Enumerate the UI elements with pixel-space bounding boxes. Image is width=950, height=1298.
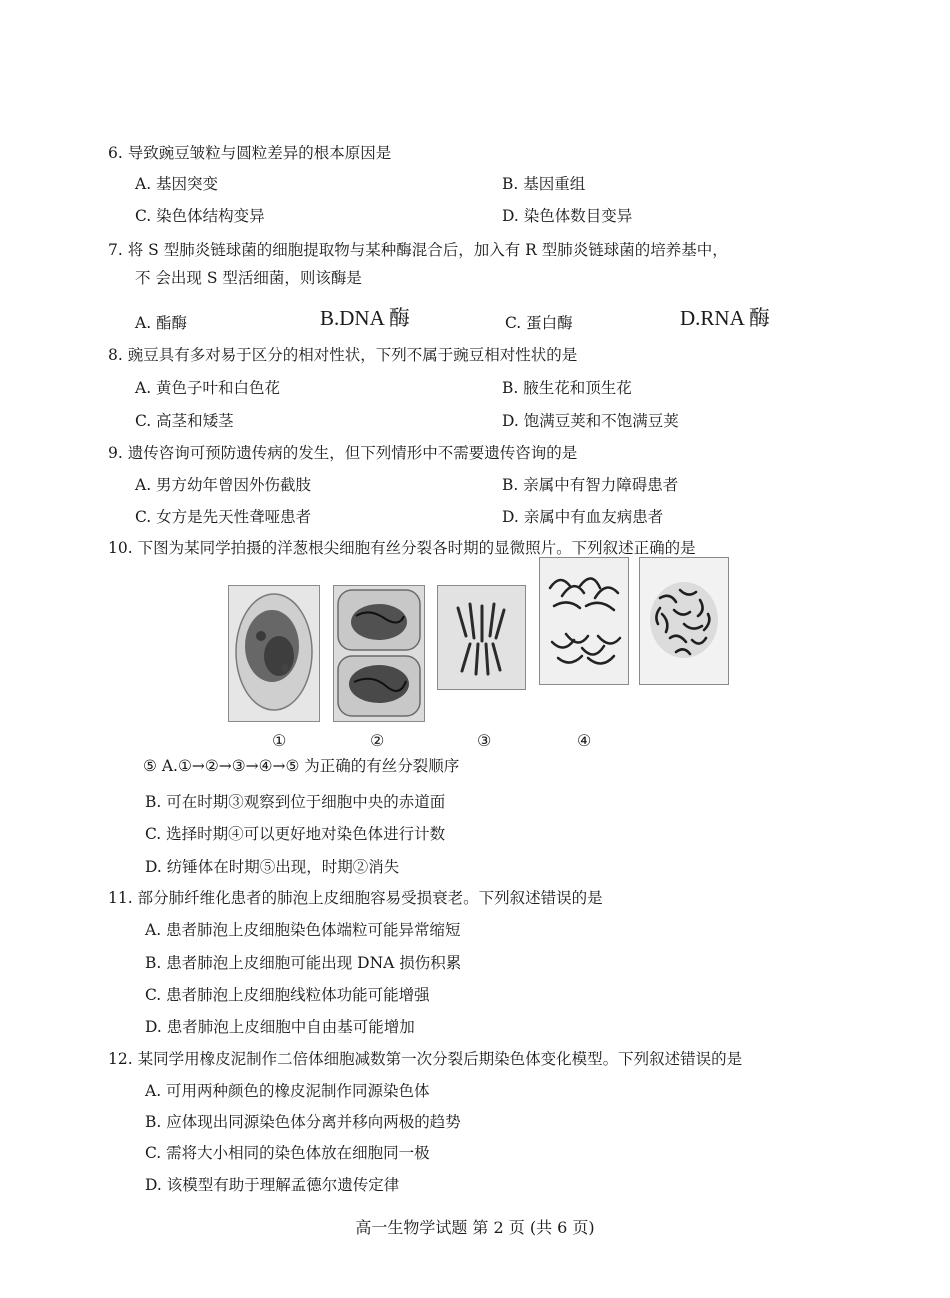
q11-option-c: C. 患者肺泡上皮细胞线粒体功能可能增强 — [145, 986, 430, 1004]
q12-option-d: D. 该模型有助于理解孟德尔遗传定律 — [145, 1176, 400, 1194]
q6-option-c: C. 染色体结构变异 — [135, 207, 265, 225]
q7-stem-line1: 7. 将 S 型肺炎链球菌的细胞提取物与某种酶混合后，加入有 R 型肺炎链球菌的培养基中， — [108, 241, 728, 259]
micrograph-anaphase — [539, 557, 629, 685]
q7-option-b: B.DNA 酶 — [320, 306, 410, 330]
figure-label-1: ① — [272, 731, 287, 750]
q6-option-a: A. 基因突变 — [135, 175, 219, 193]
q8-option-b: B. 腋生花和顶生花 — [502, 379, 632, 397]
q8-stem: 8. 豌豆具有多对易于区分的相对性状，下列不属于豌豆相对性状的是 — [108, 346, 578, 364]
q10-option-b: B. 可在时期③观察到位于细胞中央的赤道面 — [145, 793, 446, 811]
q9-stem: 9. 遗传咨询可预防遗传病的发生，但下列情形中不需要遗传咨询的是 — [108, 444, 578, 462]
q12-option-b: B. 应体现出同源染色体分离并移向两极的趋势 — [145, 1113, 461, 1131]
q9-option-a: A. 男方幼年曾因外伤截肢 — [135, 476, 312, 494]
figure-label-2: ② — [370, 731, 385, 750]
q6-stem: 6. 导致豌豆皱粒与圆粒差异的根本原因是 — [108, 144, 392, 162]
micrograph-telophase — [333, 585, 425, 722]
q11-option-a: A. 患者肺泡上皮细胞染色体端粒可能异常缩短 — [145, 921, 461, 939]
q8-option-d: D. 饱满豆荚和不饱满豆荚 — [502, 412, 679, 430]
q9-option-d: D. 亲属中有血友病患者 — [502, 508, 664, 526]
q9-option-b: B. 亲属中有智力障碍患者 — [502, 476, 679, 494]
q7-option-d: D.RNA 酶 — [680, 306, 770, 330]
q8-option-c: C. 高茎和矮茎 — [135, 412, 234, 430]
q7-stem-line2: 不 会出现 S 型活细菌，则该酶是 — [135, 269, 362, 287]
q12-stem: 12. 某同学用橡皮泥制作二倍体细胞减数第一次分裂后期染色体变化模型。下列叙述错误的是 — [108, 1050, 743, 1068]
q11-option-b: B. 患者肺泡上皮细胞可能出现 DNA 损伤积累 — [145, 954, 462, 972]
q6-option-b: B. 基因重组 — [502, 175, 586, 193]
q6-option-d: D. 染色体数目变异 — [502, 207, 633, 225]
q11-option-d: D. 患者肺泡上皮细胞中自由基可能增加 — [145, 1018, 415, 1036]
q7-option-c: C. 蛋白酶 — [505, 314, 573, 332]
micrograph-interphase — [228, 585, 320, 722]
q10-option-a: ⑤ A.①→②→③→④→⑤ 为正确的有丝分裂顺序 — [143, 757, 460, 775]
micrograph-metaphase — [639, 557, 729, 685]
q10-option-c: C. 选择时期④可以更好地对染色体进行计数 — [145, 825, 446, 843]
figure-label-4: ④ — [577, 731, 592, 750]
q12-option-a: A. 可用两种颜色的橡皮泥制作同源染色体 — [145, 1082, 430, 1100]
micrograph-anaphase-early — [437, 585, 526, 690]
q8-option-a: A. 黄色子叶和白色花 — [135, 379, 281, 397]
q9-option-c: C. 女方是先天性聋哑患者 — [135, 508, 312, 526]
page-footer: 高一生物学试题 第 2 页 (共 6 页) — [355, 1218, 595, 1237]
q10-option-d: D. 纺锤体在时期⑤出现，时期②消失 — [145, 858, 400, 876]
q11-stem: 11. 部分肺纤维化患者的肺泡上皮细胞容易受损衰老。下列叙述错误的是 — [108, 889, 603, 907]
q12-option-c: C. 需将大小相同的染色体放在细胞同一极 — [145, 1144, 430, 1162]
q10-stem: 10. 下图为某同学拍摄的洋葱根尖细胞有丝分裂各时期的显微照片。下列叙述正确的是 — [108, 539, 696, 557]
q7-option-a: A. 酯酶 — [135, 314, 188, 332]
figure-label-3: ③ — [477, 731, 492, 750]
